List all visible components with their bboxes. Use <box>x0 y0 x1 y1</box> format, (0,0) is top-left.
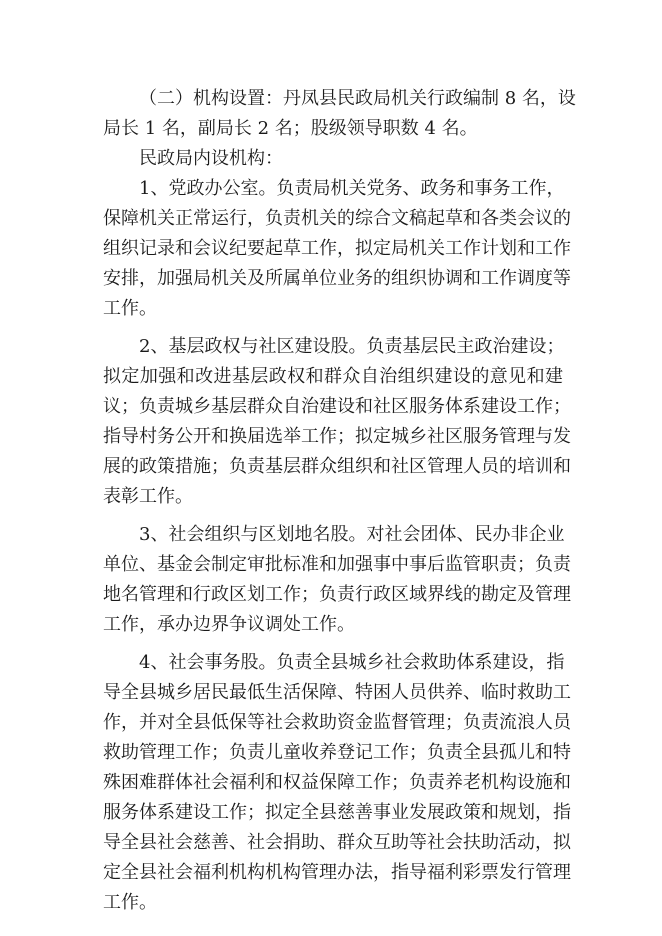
text-line: 单位、基金会制定审批标准和加强事中事后监管职责；负责 <box>103 554 571 575</box>
text-line: 作，并对全县低保等社会救助资金监督管理；负责流浪人员 <box>103 712 571 733</box>
text-line: 救助管理工作；负责儿童收养登记工作；负责全县孤儿和特 <box>103 742 571 763</box>
text-line: 4、社会事务股。负责全县城乡社会救助体系建设，指 <box>139 652 565 673</box>
text-line: 表彰工作。 <box>103 486 193 507</box>
text-line: 指导村务公开和换届选举工作；拟定城乡社区服务管理与发 <box>103 426 571 447</box>
section-heading: 民政局内设机构： <box>139 148 283 169</box>
text-line: 工作。 <box>103 298 157 319</box>
text-line: 殊困难群体社会福利和权益保障工作；负责养老机构设施和 <box>103 772 571 793</box>
text-line: 服务体系建设工作；拟定全县慈善事业发展政策和规划，指 <box>103 802 571 823</box>
text-line: 2、基层政权与社区建设股。负责基层民主政治建设； <box>139 336 565 357</box>
text-line: 3、社会组织与区划地名股。对社会团体、民办非企业 <box>139 524 565 545</box>
text-line: 定全县社会福利机构机构管理办法，指导福利彩票发行管理 <box>103 862 571 883</box>
text-line: 拟定加强和改进基层政权和群众自治组织建设的意见和建 <box>103 366 563 387</box>
text-line: 展的政策措施；负责基层群众组织和社区管理人员的培训和 <box>103 456 571 477</box>
text-line: 地名管理和行政区划工作；负责行政区域界线的勘定及管理 <box>103 584 571 605</box>
text-line: 1、党政办公室。负责局机关党务、政务和事务工作， <box>139 178 565 199</box>
text-line: 保障机关正常运行，负责机关的综合文稿起草和各类会议的 <box>103 208 571 229</box>
text-line: 安排，加强局机关及所属单位业务的组织协调和工作调度等 <box>103 268 571 289</box>
text-line: 工作。 <box>103 892 157 913</box>
text-line: 议；负责城乡基层群众自治建设和社区服务体系建设工作； <box>103 396 571 417</box>
text-line: 导全县社会慈善、社会捐助、群众互助等社会扶助活动，拟 <box>103 832 571 853</box>
text-line: 局长 1 名，副局长 2 名；股级领导职数 4 名。 <box>103 118 478 139</box>
text-line: 导全县城乡居民最低生活保障、特困人员供养、临时救助工 <box>103 682 571 703</box>
text-line: （二）机构设置：丹凤县民政局机关行政编制 8 名，设 <box>139 88 576 109</box>
text-line: 组织记录和会议纪要起草工作，拟定局机关工作计划和工作 <box>103 238 571 259</box>
text-line: 工作，承办边界争议调处工作。 <box>103 614 355 635</box>
